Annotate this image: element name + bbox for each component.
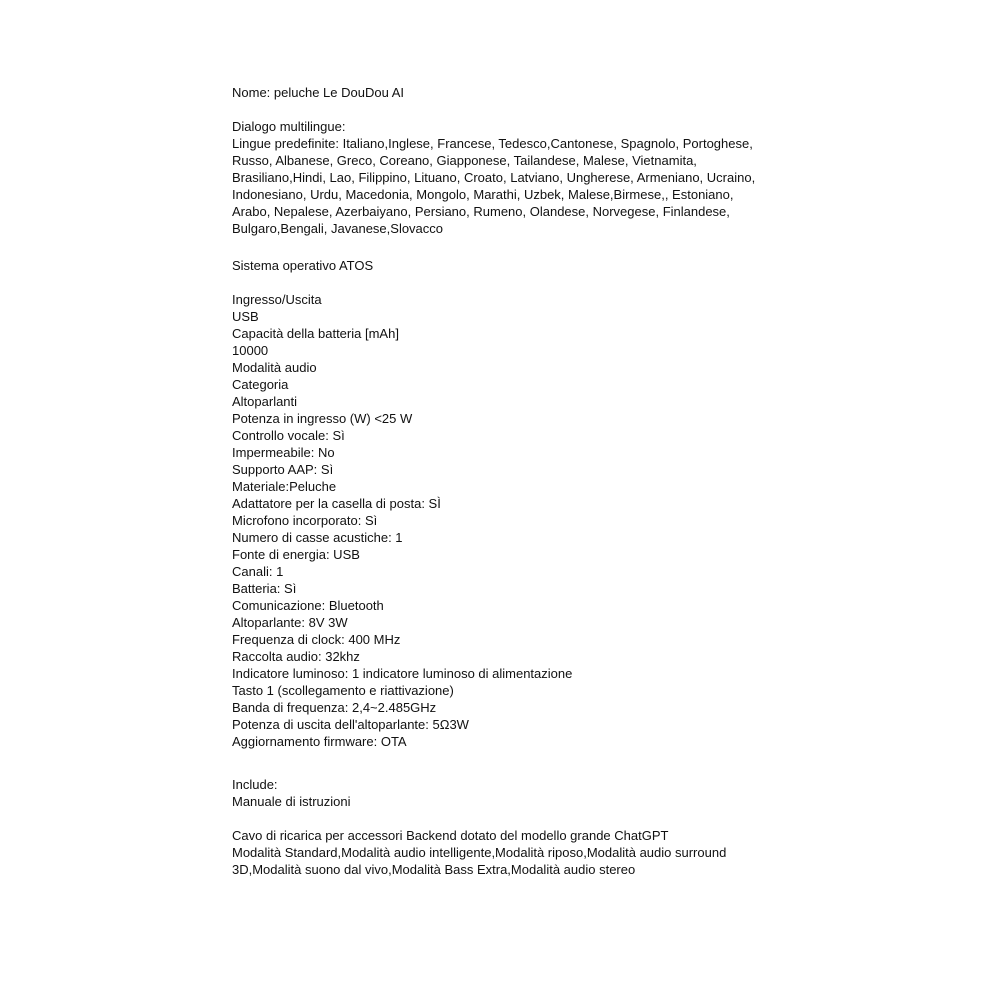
spec-list — [232, 291, 792, 750]
spec-line: Batteria: Sì — [232, 581, 297, 596]
spec-line: Potenza di uscita dell'altoparlante: 5Ω3W — [232, 717, 469, 732]
languages-line: Lingue predefinite: Italiano,Inglese, Francese, Tedesco,Cantonese, Spagnolo, Portoghese, — [232, 136, 753, 151]
spec-line: Fonte di energia: USB — [232, 547, 360, 562]
final-line: Cavo di ricarica per accessori Backend dotato del modello grande ChatGPT — [232, 828, 669, 843]
spec-line: Capacità della batteria [mAh] — [232, 326, 399, 341]
document-page — [232, 84, 792, 878]
spacer — [232, 274, 792, 291]
spacer — [232, 810, 792, 827]
product-name-line: Nome: peluche Le DouDou AI — [232, 85, 404, 100]
spec-line: Potenza in ingresso (W) <25 W — [232, 411, 413, 426]
languages-line: Brasiliano,Hindi, Lao, Filippino, Lituano, Croato, Latviano, Ungherese, Armeniano, Ucraino, — [232, 170, 756, 185]
spec-line: Comunicazione: Bluetooth — [232, 598, 384, 613]
spacer — [232, 750, 792, 776]
languages-line: Russo, Albanese, Greco, Coreano, Giapponese, Tailandese, Malese, Vietnamita, — [232, 153, 697, 168]
os-line: Sistema operativo ATOS — [232, 258, 374, 273]
spec-line: Raccolta audio: 32khz — [232, 649, 360, 664]
spec-line: Supporto AAP: Sì — [232, 462, 334, 477]
spec-line: 10000 — [232, 343, 269, 358]
spec-line: Materiale:Peluche — [232, 479, 337, 494]
spec-line: Altoparlanti — [232, 394, 298, 409]
spacer — [232, 237, 792, 257]
spec-line: Tasto 1 (scollegamento e riattivazione) — [232, 683, 454, 698]
languages-line: Indonesiano, Urdu, Macedonia, Mongolo, Marathi, Uzbek, Malese,Birmese,, Estoniano, — [232, 187, 734, 202]
spec-line: Banda di frequenza: 2,4~2.485GHz — [232, 700, 437, 715]
spec-line: Frequenza di clock: 400 MHz — [232, 632, 401, 647]
spec-line: Ingresso/Uscita — [232, 292, 322, 307]
languages-line: Bulgaro,Bengali, Javanese,Slovacco — [232, 221, 444, 236]
spec-line: Categoria — [232, 377, 289, 392]
spec-line: Numero di casse acustiche: 1 — [232, 530, 403, 545]
final-line: 3D,Modalità suono dal vivo,Modalità Bass Extra,Modalità audio stereo — [232, 862, 636, 877]
spacer — [232, 101, 792, 118]
spec-line: Canali: 1 — [232, 564, 284, 579]
spec-line: Adattatore per la casella di posta: SÌ — [232, 496, 441, 511]
spec-line: Altoparlante: 8V 3W — [232, 615, 348, 630]
spec-line: Controllo vocale: Sì — [232, 428, 345, 443]
include-item: Manuale di istruzioni — [232, 794, 351, 809]
spec-line: Indicatore luminoso: 1 indicatore luminoso di alimentazione — [232, 666, 573, 681]
include-header: Include: — [232, 777, 278, 792]
final-line: Modalità Standard,Modalità audio intelligente,Modalità riposo,Modalità audio surround — [232, 845, 727, 860]
spec-line: Impermeabile: No — [232, 445, 335, 460]
spec-line: Aggiornamento firmware: OTA — [232, 734, 407, 749]
spec-line: Microfono incorporato: Sì — [232, 513, 378, 528]
spec-line: USB — [232, 309, 259, 324]
spec-line: Modalità audio — [232, 360, 317, 375]
dialog-header: Dialogo multilingue: — [232, 119, 346, 134]
languages-line: Arabo, Nepalese, Azerbaiyano, Persiano, Rumeno, Olandese, Norvegese, Finlandese, — [232, 204, 730, 219]
